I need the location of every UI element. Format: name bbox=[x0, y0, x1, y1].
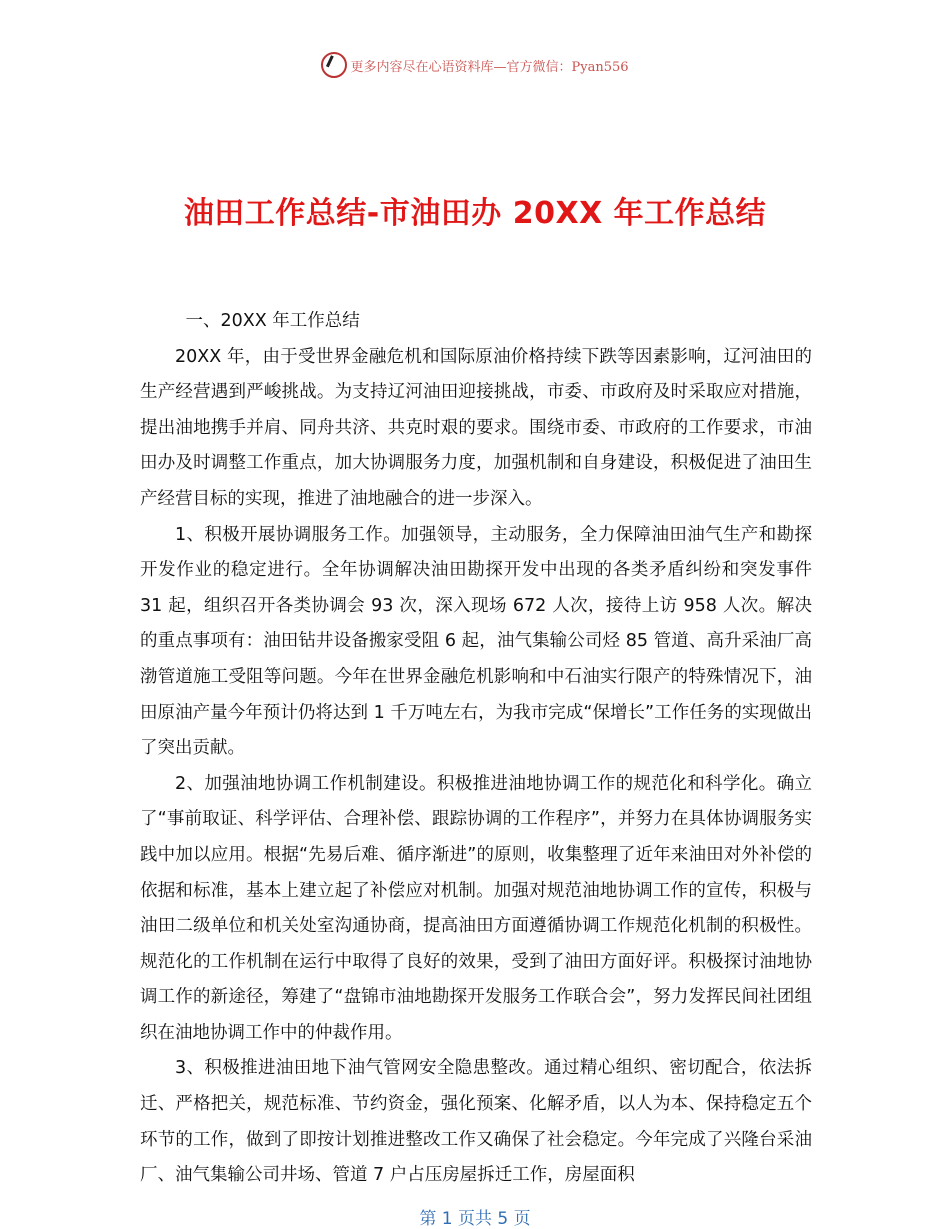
paragraph: 3、积极推进油田地下油气管网安全隐患整改。通过精心组织、密切配合，依法拆迁、严格把关，规范标准、节约资金，强化预案、化解矛盾，以人为本、保持稳定五个环节的工作，做到了即按计划推进整改工作又确保了社会稳定。今年完成了兴隆台采油厂、油气集输公司井场、管道 7 户占压房屋拆迁工作，房屋面积 bbox=[140, 1058, 812, 1186]
document-title: 油田工作总结-市油田办 20XX 年工作总结 bbox=[183, 196, 767, 231]
paragraph: 20XX 年，由于受世界金融危机和国际原油价格持续下跌等因素影响，辽河油田的生产经营遇到严峻挑战。为支持辽河油田迎接挑战，市委、市政府及时采取应对措施，提出油地携手并肩、同舟共济、共克时艰的要求。围绕市委、市政府的工作要求，市油田办及时调整工作重点，加大协调服务力度，加强机制和自身建设，积极促进了油田生产经营目标的实现，推进了油地融合的进一步深入。 bbox=[140, 346, 812, 509]
section-heading: 一、20XX 年工作总结 bbox=[185, 311, 360, 331]
document-body bbox=[140, 304, 812, 1194]
logo-icon bbox=[321, 52, 347, 78]
paragraph: 1、积极开展协调服务工作。加强领导，主动服务，全力保障油田油气生产和勘探开发作业的稳定进行。全年协调解决油田勘探开发中出现的各类矛盾纠纷和突发事件 31 起，组织召开各类协调会 93 次，深入现场 672 人次，接待上访 958 人次。解决的重点事项有：油田钻井设备搬家受阻 6 起，油气集输公司烃 85 管道、高升采油厂高渤管道施工受阻等问题。今年在世界金融危机影响和中石油实行限产的特殊情况下，油田原油产量今年预计仍将达到 1 千万吨左右，为我市完成“保增长”工作任务的实现做出了突出贡献。 bbox=[140, 524, 812, 759]
header-text: 更多内容尽在心语资料库—官方微信：Pyan556 bbox=[350, 59, 629, 75]
page-number: 第 1 页共 5 页 bbox=[419, 1209, 531, 1229]
paragraph: 2、加强油地协调工作机制建设。积极推进油地协调工作的规范化和科学化。确立了“事前取证、科学评估、合理补偿、跟踪协调的工作程序”，并努力在具体协调服务实践中加以应用。根据“先易后难、循序渐进”的原则，收集整理了近年来油田对外补偿的依据和标准，基本上建立起了补偿应对机制。加强对规范油地协调工作的宣传，积极与油田二级单位和机关处室沟通协商，提高油田方面遵循协调工作规范化机制的积极性。规范化的工作机制在运行中取得了良好的效果，受到了油田方面好评。积极探讨油地协调工作的新途径，筹建了“盘锦市油地勘探开发服务工作联合会”，努力发挥民间社团组织在油地协调工作中的仲裁作用。 bbox=[140, 773, 812, 1043]
page-header bbox=[0, 52, 950, 78]
